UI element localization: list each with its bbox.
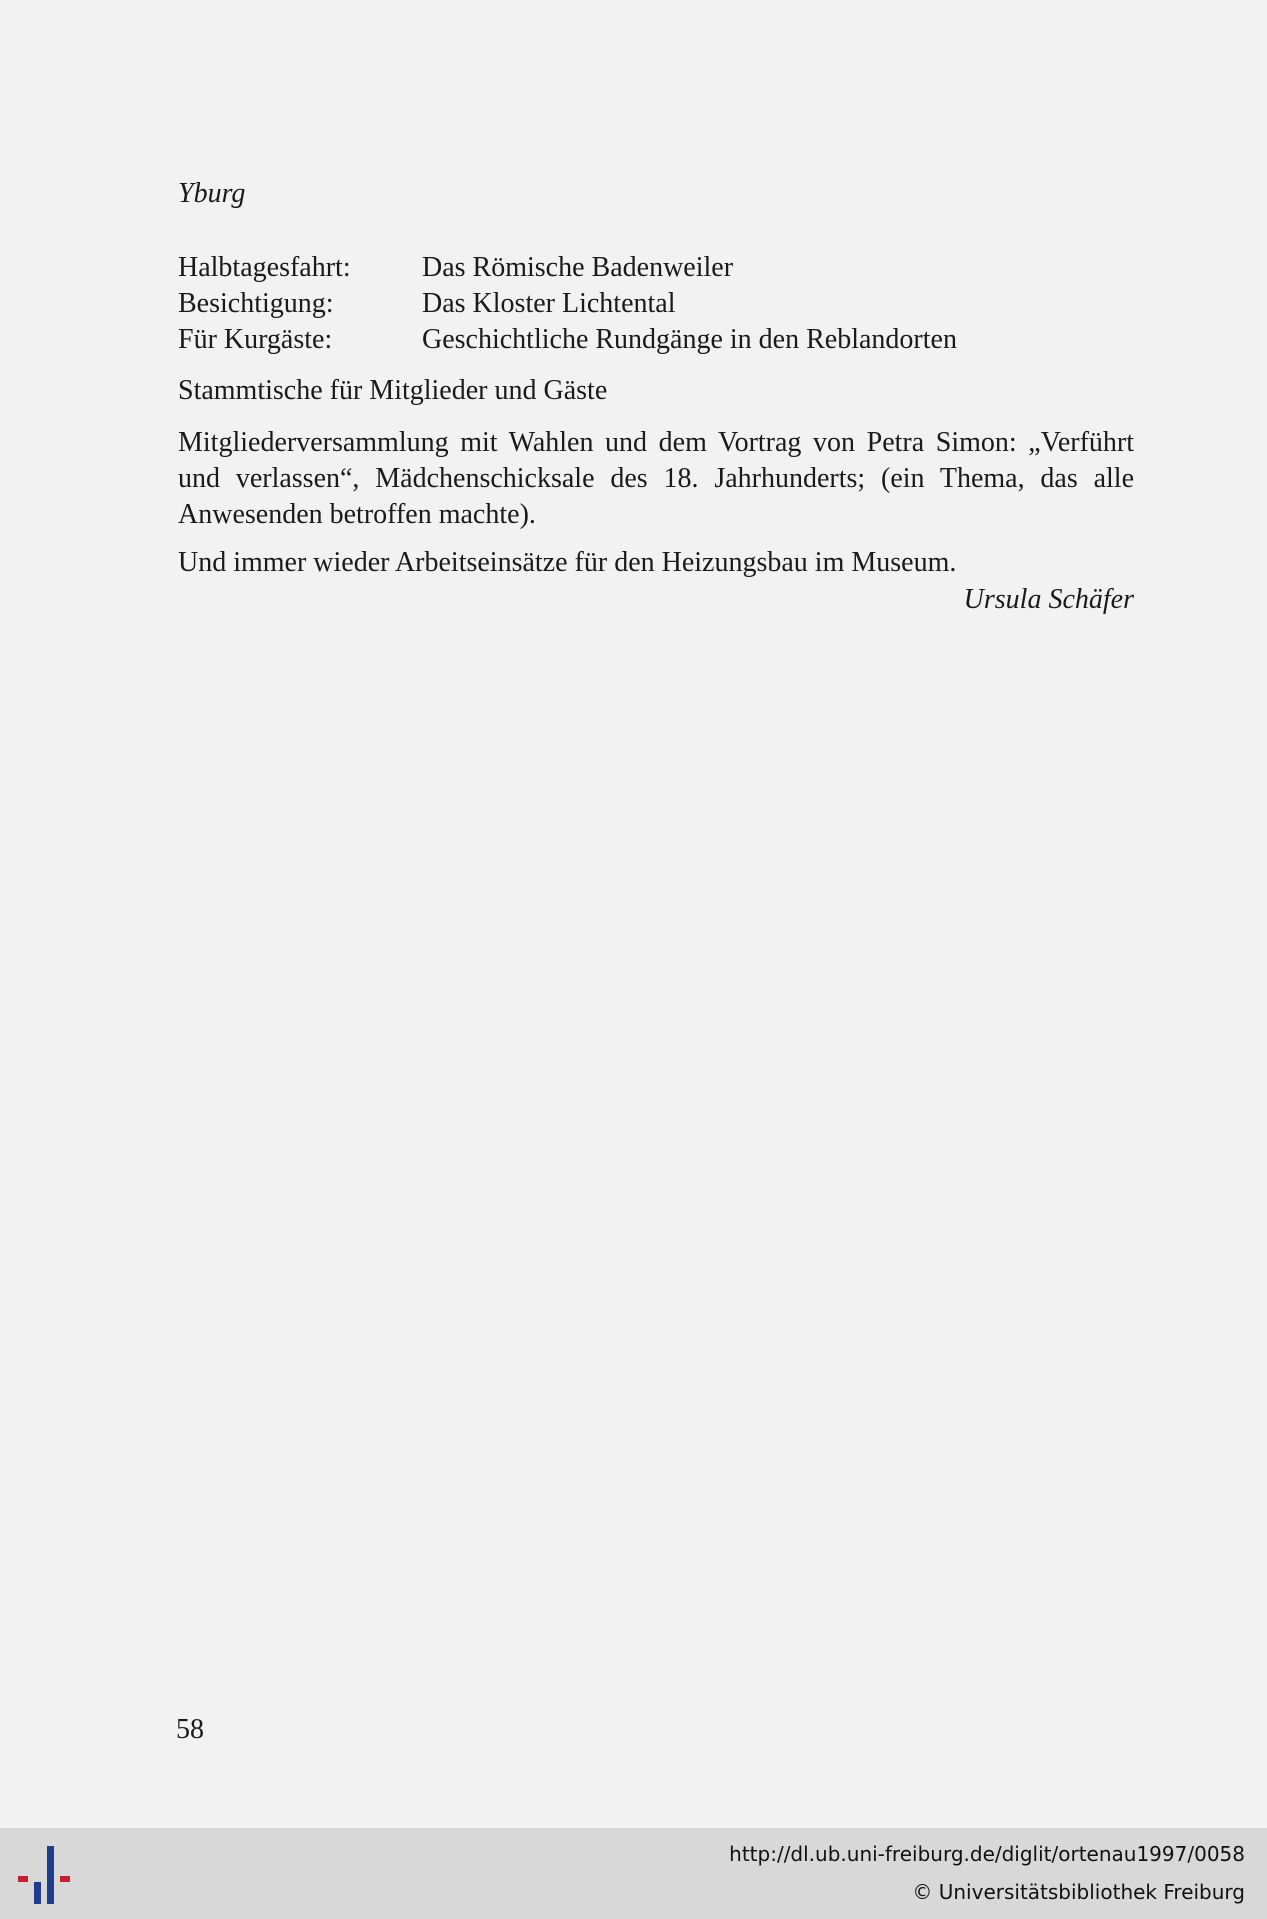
- logo-red-right-bar: [60, 1876, 70, 1882]
- logo-blue-bar-2: [47, 1846, 54, 1904]
- author-signature: Ursula Schäfer: [963, 584, 1134, 615]
- page-number: 58: [176, 1714, 204, 1745]
- logo-blue-bar-1: [34, 1882, 41, 1904]
- paragraph-mitgliederversammlung: Mitgliederversammlung mit Wahlen und dem Vortrag von Petra Simon: „Verführt und verlassen“, Mädchenschicksale des 18. Jahrhunderts; (ein Thema, das alle Anwesenden betroffen machte).: [178, 427, 1134, 530]
- event-value: Das Römische Badenweiler: [422, 252, 734, 283]
- event-value: Geschichtliche Rundgänge in den Reblandorten: [422, 324, 957, 355]
- event-label: Besichtigung:: [178, 288, 334, 319]
- event-entry: [178, 250, 1134, 286]
- logo-red-left-bar: [18, 1876, 28, 1882]
- event-label: Halbtagesfahrt:: [178, 252, 351, 283]
- section-heading: Yburg: [178, 178, 246, 209]
- library-logo-icon: [14, 1842, 80, 1908]
- event-entry: [178, 286, 1134, 322]
- copyright-notice: © Universitätsbibliothek Freiburg: [912, 1880, 1245, 1904]
- event-value: Das Kloster Lichtental: [422, 288, 676, 319]
- source-url-link[interactable]: http://dl.ub.uni-freiburg.de/diglit/ortenau1997/0058: [729, 1842, 1245, 1866]
- event-label: Für Kurgäste:: [178, 324, 333, 355]
- library-footer: [0, 1828, 1267, 1919]
- paragraph-stammtische: Stammtische für Mitglieder und Gäste: [178, 375, 608, 406]
- event-entry: [178, 322, 1134, 358]
- event-list: [178, 250, 1134, 358]
- paragraph-arbeitseinsaetze: Und immer wieder Arbeitseinsätze für den Heizungsbau im Museum.: [178, 547, 957, 578]
